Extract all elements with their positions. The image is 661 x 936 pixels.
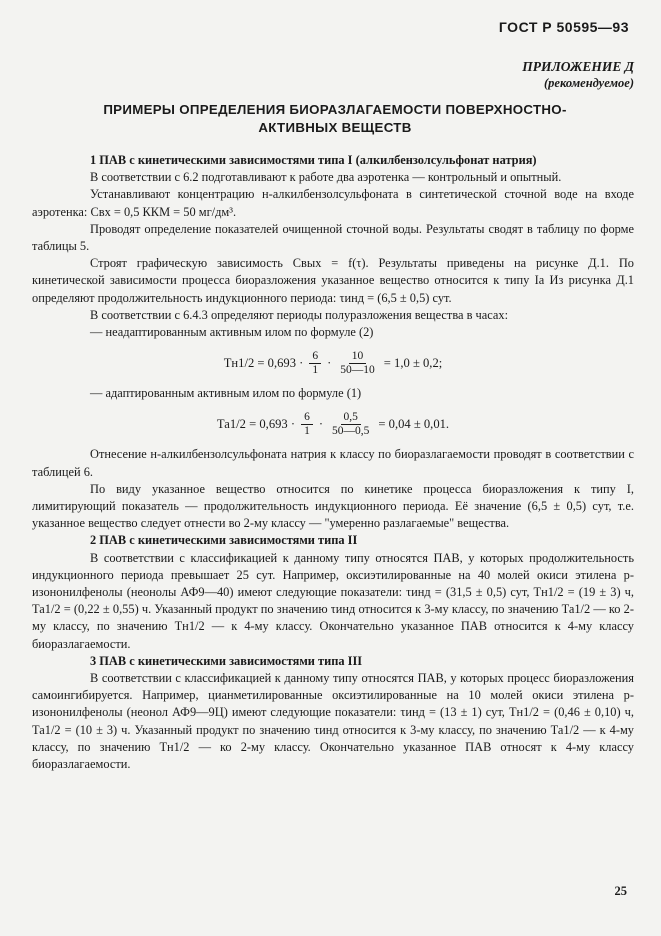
paragraph-dash: — адаптированным активным илом по формуле (1) [90,386,362,401]
section-heading-1: 1 ПАВ с кинетическими зависимостями типа I (алкилбензолсульфонат натрия) [90,153,537,167]
paragraph: В соответствии с классификацией к данному типу относятся ПАВ, у которых продолжительность индукционного периода превышает 25 сут. Например, оксиэтилированные на 40 молей окиси этилена p-изононилфенолы (неонолы АФ9—40) имеют следующие показатели: τинд = (31,5 ± 0,5) сут, Тн1/2 = (19 ± 3) ч, Та1/2 = (0,22 ± 0,55) ч. Указанный продукт по значению τинд относится к 3-му классу, по значению Та1/2 — ко 2-му классу, по значению Тн1/2 — к 4-му классу. Окончательно указанное ПАВ относится к 4-му классу биоразлагаемости. [32,550,634,651]
paragraph: Отнесение н-алкилбензолсульфоната натрия к классу по биоразлагаемости проводят в соответствии с таблицей 6. [32,447,634,479]
page-number: 25 [614,884,627,898]
annex-label-block [522,58,634,92]
paragraph: Устанавливают концентрацию н-алкилбензолсульфоната в синтетической сточной воде на входе аэротенка: Свх = 0,5 ККМ = 50 мг/дм³. [32,187,634,219]
paragraph: В соответствии с 6.4.3 определяют периоды полуразложения вещества в часах: [90,307,509,322]
annex-label: ПРИЛОЖЕНИЕ Д [522,59,634,74]
paragraph: Строят графическую зависимость Свых = f(τ). Результаты приведены на рисунке Д.1. По кинетической зависимости процесса биоразложения указанное вещество относится к типу Iа Из рисунка Д.1 определяют продолжительность индукционного периода: τинд = (6,5 ± 0,5) сут. [32,256,634,305]
formula-2-rhs: = 0,04 ± 0,01. [378,416,450,431]
title-line-1: ПРИМЕРЫ ОПРЕДЕЛЕНИЯ БИОРАЗЛАГАЕМОСТИ ПОВЕРХНОСТНО- [103,102,567,117]
standard-number: ГОСТ Р 50595—93 [498,19,629,35]
fraction-numerator: 10 [349,350,367,364]
multiply-dot: · [327,355,332,370]
title-line-2: АКТИВНЫХ ВЕЩЕСТВ [258,120,412,135]
annex-note: (рекомендуемое) [544,76,634,90]
paragraph: Проводят определение показателей очищенной сточной воды. Результаты сводят в таблицу по форме таблицы 5. [32,221,634,254]
formula-1-rhs: = 1,0 ± 0,2; [383,355,443,370]
fraction-denominator: 1 [304,424,310,437]
paragraph-dash: — неадаптированным активным илом по формуле (2) [90,325,374,340]
formula-1-fraction-b [337,350,378,377]
paragraph: В соответствии с классификацией к данному типу относятся ПАВ, у которых процесс биоразложения самоингибируется. Например, цианметилированные оксиэтилированные на 10 молей окиси этилена p-изононилфенолы (неонол АФ9—9Ц) имеют следующие показатели: τинд = (13 ± 1) сут, Тн1/2 = (0,46 ± 0,10) ч, Та1/2 = (10 ± 3) ч. Указанный продукт по значению τинд относится к 3-му классу, по значению Та1/2 — к 4-му классу, по значению Тн1/2 — ко 2-му классу. Окончательно указанное ПАВ относят к 4-му классу биоразлагаемости. [32,671,634,772]
formula-2-fraction-a [301,411,313,438]
fraction-denominator: 50—0,5 [332,424,370,437]
fraction-denominator: 1 [312,363,319,376]
page-title [40,101,630,137]
document-body [32,152,634,773]
fraction-numerator: 6 [301,411,313,425]
fraction-denominator: 50—10 [340,363,375,376]
section-heading-2: 2 ПАВ с кинетическими зависимостями типа II [90,533,358,548]
section-heading-3: 3 ПАВ с кинетическими зависимостями типа III [90,653,363,668]
formula-1-fraction-a [309,350,321,377]
fraction-numerator: 6 [309,350,321,364]
paragraph: По виду указанное вещество относится по кинетике процесса биоразложения к типу I, лимитирующий показатель — продолжительность индукционного периода. Её значение (6,5 ± 0,5) сут, т.е. указанное вещество следует отнести во 2-му классу — "умеренно разлагаемые" вещества. [32,481,634,531]
formula-2 [32,402,634,446]
formula-2-fraction-b [329,411,372,438]
multiply-dot: · [318,416,324,431]
fraction-numerator: 0,5 [341,411,361,425]
paragraph: В соответствии с 6.2 подготавливают к работе два аэротенка — контрольный и опытный. [90,170,562,185]
formula-2-lhs: Та1/2 = 0,693 · [216,416,296,431]
formula-1 [32,341,634,385]
formula-1-lhs: Тн1/2 = 0,693 · [223,355,304,370]
